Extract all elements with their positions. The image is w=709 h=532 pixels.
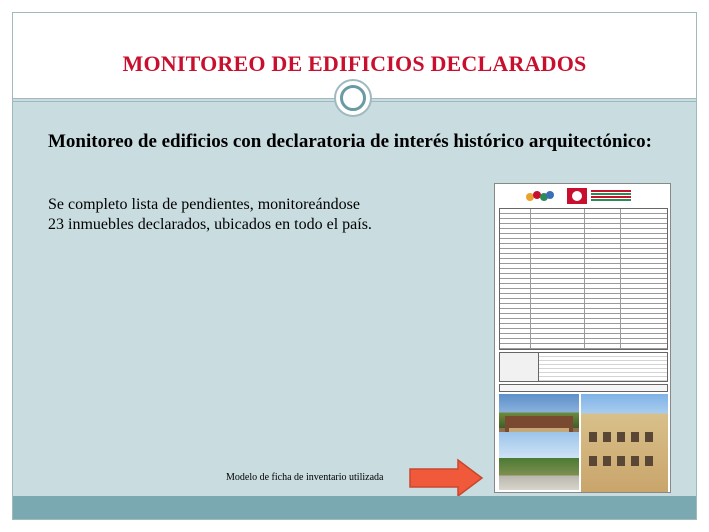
ring-ornament-icon	[334, 79, 372, 117]
body-line-2: 23 inmuebles declarados, ubicados en todo el país.	[48, 216, 372, 233]
form-observations-box	[499, 352, 668, 382]
building-photo-2	[581, 394, 668, 492]
inventory-form-image	[494, 183, 671, 493]
form-data-table	[499, 208, 668, 350]
form-logos	[495, 184, 671, 206]
section-heading: Monitoreo de edificios con declaratoria de interés histórico arquitectónico:	[48, 131, 653, 152]
colorful-logo-icon	[525, 189, 555, 203]
ministry-logo-icon	[591, 190, 631, 192]
body-line-1: Se completo lista de pendientes, monitoreándose	[48, 196, 360, 213]
form-photo-header	[499, 384, 668, 392]
image-caption: Modelo de ficha de inventario utilizada	[226, 472, 384, 483]
right-arrow-icon	[408, 458, 484, 498]
body-paragraph	[48, 195, 448, 235]
building-photo-3	[499, 432, 579, 490]
footer-bar	[13, 496, 696, 519]
slide-title: MONITOREO DE EDIFICIOS DECLARADOS	[122, 51, 587, 76]
cp-logo-icon	[567, 188, 587, 204]
